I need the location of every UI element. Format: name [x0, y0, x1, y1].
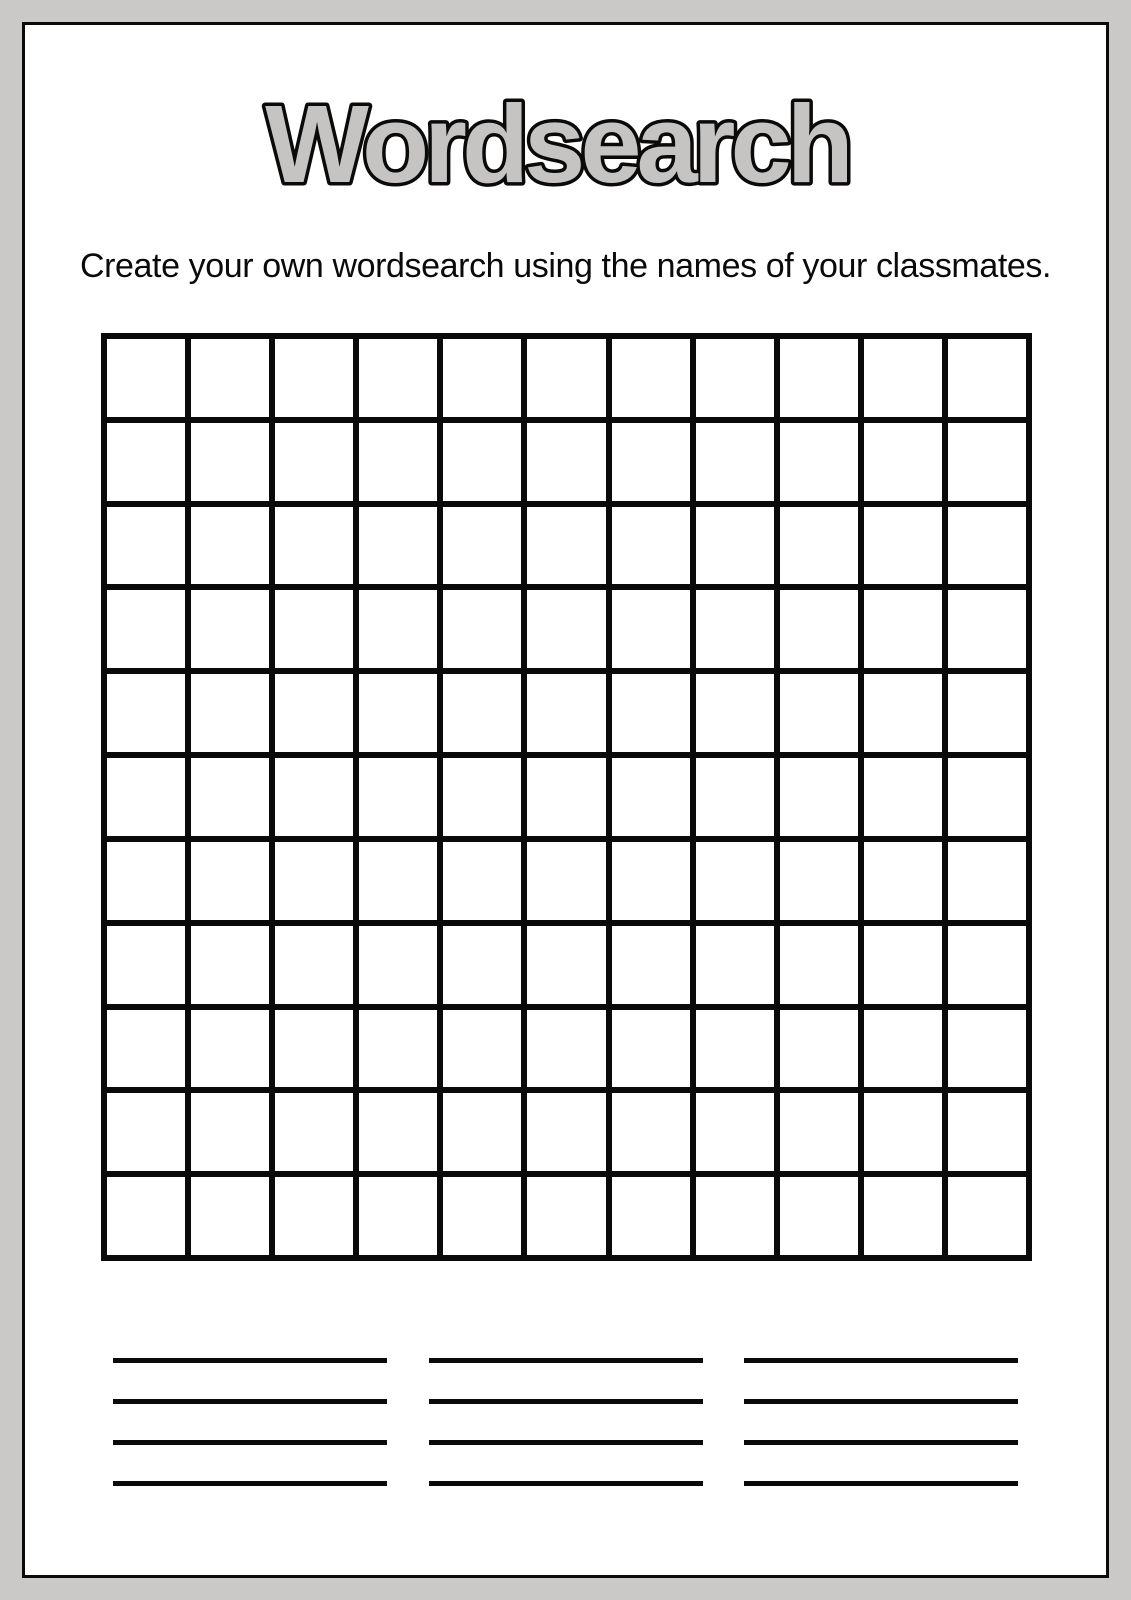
grid-cell [864, 507, 942, 585]
answer-line [744, 1399, 1018, 1404]
grid-cell [359, 758, 437, 836]
grid-cell [864, 1093, 942, 1171]
grid-cell [527, 674, 605, 752]
grid-cell [780, 339, 858, 417]
grid-cell [359, 926, 437, 1004]
grid-cell [275, 1177, 353, 1255]
grid-cell [948, 926, 1026, 1004]
grid-cell [612, 758, 690, 836]
grid-cell [696, 339, 774, 417]
grid-cell [443, 507, 521, 585]
grid-cell [780, 758, 858, 836]
answer-line-column [113, 1358, 387, 1486]
grid-cell [107, 926, 185, 1004]
grid-cell [948, 674, 1026, 752]
grid-cell [864, 423, 942, 501]
grid-cell [527, 339, 605, 417]
grid-cell [443, 758, 521, 836]
grid-cell [275, 926, 353, 1004]
instruction-text: Create your own wordsearch using the names of your classmates. [79, 247, 1052, 285]
grid-cell [696, 842, 774, 920]
grid-cell [191, 758, 269, 836]
grid-cell [696, 507, 774, 585]
grid-cell [864, 758, 942, 836]
answer-line [113, 1481, 387, 1486]
grid-cell [948, 339, 1026, 417]
grid-cell [527, 1177, 605, 1255]
title-bubble-text-graphic [257, 85, 857, 210]
grid-cell [864, 1177, 942, 1255]
grid-cell [612, 590, 690, 668]
answer-line [429, 1358, 703, 1363]
grid-cell [864, 926, 942, 1004]
grid-cell [443, 423, 521, 501]
grid-cell [191, 339, 269, 417]
grid-cell [191, 926, 269, 1004]
grid-cell [696, 1010, 774, 1088]
grid-cell [780, 590, 858, 668]
grid-cell [780, 1177, 858, 1255]
grid-cell [275, 674, 353, 752]
grid-cell [864, 339, 942, 417]
grid-cell [191, 507, 269, 585]
grid-cell [948, 1177, 1026, 1255]
worksheet-page [22, 22, 1109, 1578]
grid-cell [527, 507, 605, 585]
wordsearch-grid [101, 333, 1032, 1261]
grid-cell [107, 1010, 185, 1088]
grid-cell [527, 423, 605, 501]
grid-cell [443, 674, 521, 752]
grid-cell [527, 842, 605, 920]
grid-cell [780, 842, 858, 920]
answer-line [113, 1358, 387, 1363]
grid-cell [948, 1093, 1026, 1171]
grid-cell [191, 590, 269, 668]
grid-cell [191, 842, 269, 920]
grid-cell [107, 507, 185, 585]
grid-cell [275, 842, 353, 920]
answer-line [744, 1358, 1018, 1363]
grid-cell [443, 926, 521, 1004]
grid-cell [612, 1093, 690, 1171]
grid-cell [612, 507, 690, 585]
grid-cell [359, 1093, 437, 1171]
answer-line [429, 1399, 703, 1404]
answer-line-column [744, 1358, 1018, 1486]
grid-cell [864, 590, 942, 668]
grid-cell [443, 339, 521, 417]
page-title [257, 85, 857, 210]
grid-cell [107, 842, 185, 920]
grid-cell [780, 507, 858, 585]
answer-line [113, 1399, 387, 1404]
grid-cell [612, 926, 690, 1004]
grid-cell [107, 1177, 185, 1255]
grid-cell [864, 674, 942, 752]
grid-cell [359, 339, 437, 417]
grid-cell [696, 590, 774, 668]
grid-cell [612, 674, 690, 752]
answer-lines-section [113, 1358, 1018, 1486]
grid-cell [359, 842, 437, 920]
grid-cell [527, 1093, 605, 1171]
grid-cell [443, 1093, 521, 1171]
grid-cell [275, 339, 353, 417]
grid-cell [443, 590, 521, 668]
grid-cell [864, 1010, 942, 1088]
grid-cell [527, 758, 605, 836]
grid-cell [275, 1093, 353, 1171]
grid-cell [107, 590, 185, 668]
grid-cell [948, 758, 1026, 836]
answer-line [429, 1481, 703, 1486]
grid-cell [696, 674, 774, 752]
grid-cell [780, 926, 858, 1004]
grid-cell [612, 1177, 690, 1255]
grid-cell [359, 1177, 437, 1255]
grid-cell [612, 339, 690, 417]
grid-cell [612, 423, 690, 501]
grid-cell [107, 339, 185, 417]
grid-cell [948, 590, 1026, 668]
grid-cell [780, 423, 858, 501]
answer-line [113, 1440, 387, 1445]
answer-line-column [429, 1358, 703, 1486]
grid-cell [275, 590, 353, 668]
answer-line [744, 1440, 1018, 1445]
grid-cell [780, 1010, 858, 1088]
grid-cell [191, 423, 269, 501]
grid-cell [191, 674, 269, 752]
grid-cell [527, 1010, 605, 1088]
grid-cell [275, 423, 353, 501]
grid-cell [107, 1093, 185, 1171]
grid-cell [443, 1010, 521, 1088]
answer-line [429, 1440, 703, 1445]
grid-cell [696, 1093, 774, 1171]
grid-cell [107, 674, 185, 752]
grid-cell [359, 423, 437, 501]
grid-cell [948, 842, 1026, 920]
grid-cell [107, 758, 185, 836]
grid-cell [443, 842, 521, 920]
answer-line [744, 1481, 1018, 1486]
grid-cell [780, 674, 858, 752]
grid-cell [359, 1010, 437, 1088]
grid-cell [275, 1010, 353, 1088]
grid-cell [359, 590, 437, 668]
grid-cell [107, 423, 185, 501]
grid-cell [948, 1010, 1026, 1088]
grid-cell [612, 1010, 690, 1088]
grid-cell [359, 674, 437, 752]
grid-cell [696, 926, 774, 1004]
grid-cell [527, 590, 605, 668]
grid-cell [864, 842, 942, 920]
grid-cell [696, 758, 774, 836]
grid-cell [191, 1177, 269, 1255]
grid-cell [443, 1177, 521, 1255]
grid-cell [275, 507, 353, 585]
grid-cell [948, 423, 1026, 501]
grid-cell [191, 1093, 269, 1171]
grid-cell [948, 507, 1026, 585]
grid-cell [275, 758, 353, 836]
grid-cell [780, 1093, 858, 1171]
grid-cell [612, 842, 690, 920]
grid-cell [191, 1010, 269, 1088]
grid-cell [527, 926, 605, 1004]
grid-cell [696, 1177, 774, 1255]
page-title-text: Wordsearch [265, 85, 849, 206]
grid-cell [696, 423, 774, 501]
grid-cell [359, 507, 437, 585]
